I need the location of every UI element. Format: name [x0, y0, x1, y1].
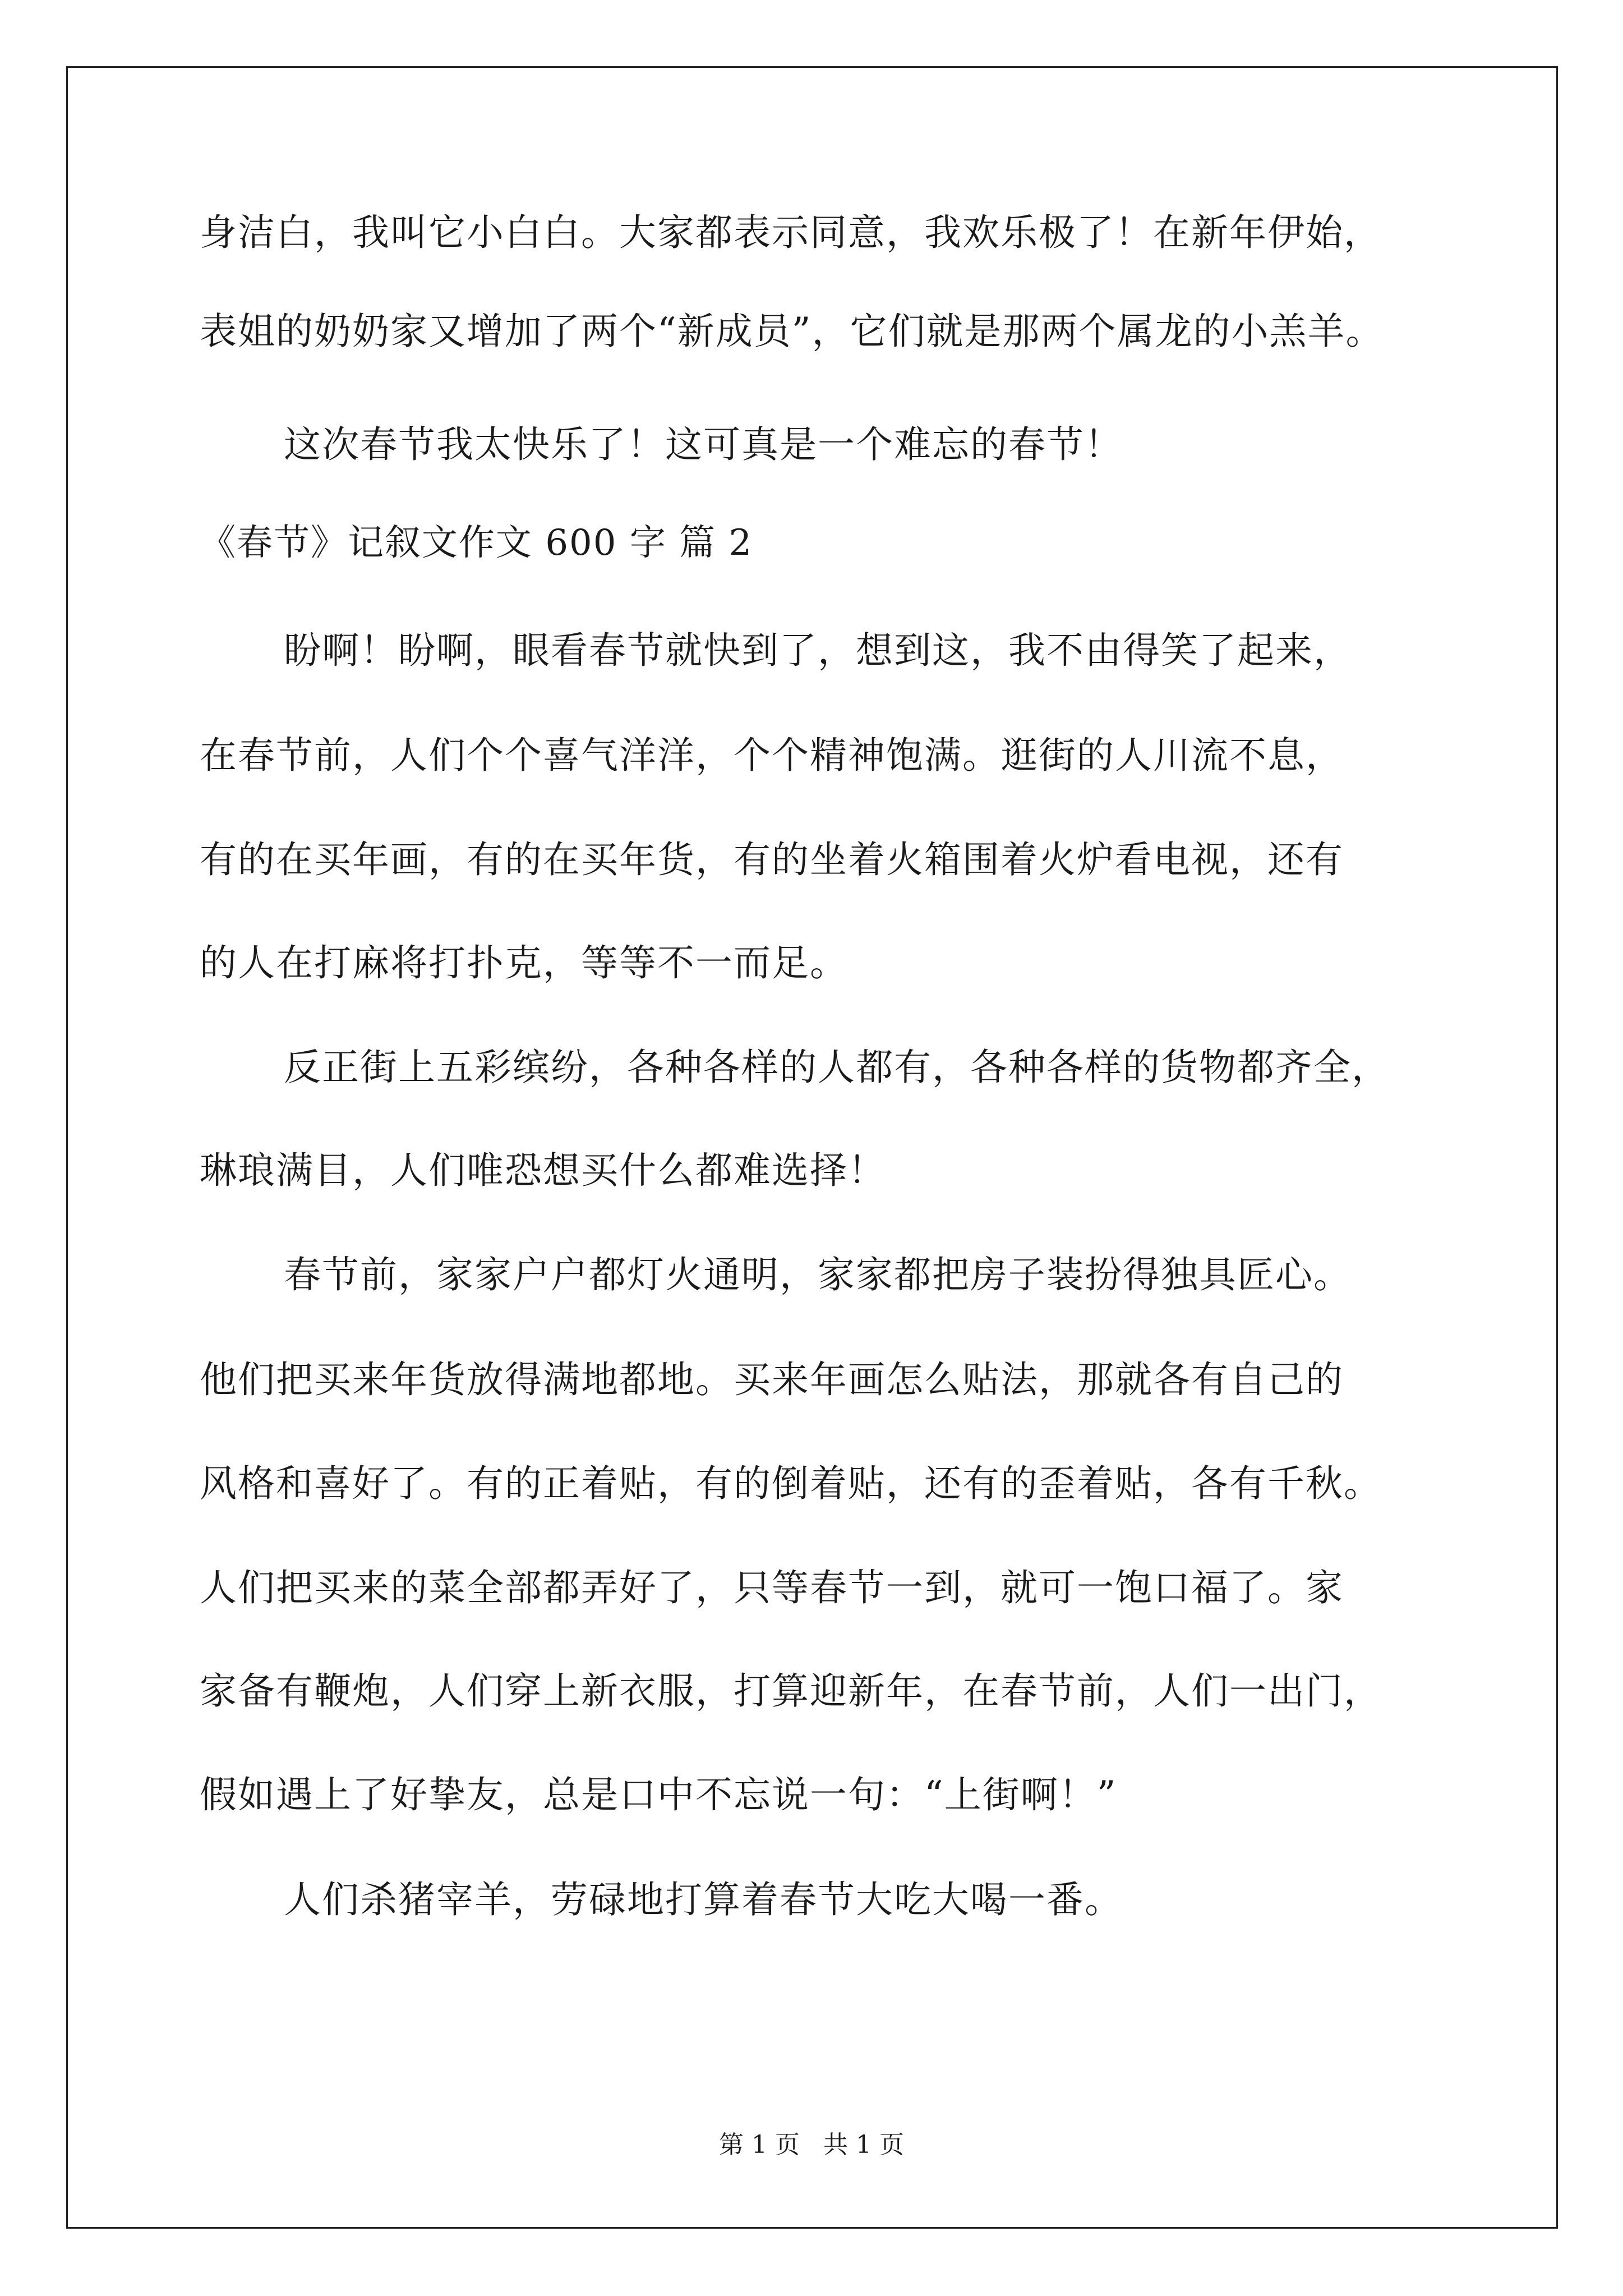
page-footer: 第 1 页 共 1 页	[719, 2131, 904, 2159]
paragraph-line: 的人在打麻将打扑克，等等不一而足。	[200, 941, 848, 984]
paragraph-line: 春节前，家家户户都灯火通明，家家都把房子装扮得独具匠心。	[284, 1253, 1352, 1296]
paragraph-line: 反正街上五彩缤纷，各种各样的人都有，各种各样的货物都齐全，	[284, 1046, 1390, 1089]
paragraph-line: 盼啊！盼啊，眼看春节就快到了，想到这，我不由得笑了起来，	[284, 629, 1352, 672]
paragraph-line: 假如遇上了好挚友，总是口中不忘说一句：“上街啊！”	[200, 1773, 1117, 1816]
paragraph-line: 这次春节我太快乐了！这可真是一个难忘的春节！	[284, 423, 1123, 466]
paragraph-line: 人们杀猪宰羊，劳碌地打算着春节大吃大喝一番。	[284, 1878, 1123, 1921]
paragraph-line: 有的在买年画，有的在买年货，有的坐着火箱围着火炉看电视，还有	[200, 838, 1344, 881]
paragraph-line: 在春节前，人们个个喜气洋洋，个个精神饱满。逛街的人川流不息，	[200, 734, 1344, 777]
paragraph-line: 表姐的奶奶家又增加了两个“新成员”，它们就是那两个属龙的小羔羊。	[200, 310, 1384, 353]
paragraph-line: 身洁白，我叫它小白白。大家都表示同意，我欢乐极了！在新年伊始，	[200, 211, 1382, 254]
paragraph-line: 风格和喜好了。有的正着贴，有的倒着贴，还有的歪着贴，各有千秋。	[200, 1462, 1382, 1505]
paragraph-line: 他们把买来年货放得满地都地。买来年画怎么贴法，那就各有自己的	[200, 1358, 1344, 1401]
paragraph-line: 琳琅满目，人们唯恐想买什么都难选择！	[200, 1149, 886, 1192]
section-heading: 《春节》记叙文作文 600 字 篇 2	[200, 522, 753, 564]
paragraph-line: 家备有鞭炮，人们穿上新衣服，打算迎新年，在春节前，人们一出门，	[200, 1669, 1382, 1713]
paragraph-line: 人们把买来的菜全部都弄好了，只等春节一到，就可一饱口福了。家	[200, 1566, 1344, 1609]
